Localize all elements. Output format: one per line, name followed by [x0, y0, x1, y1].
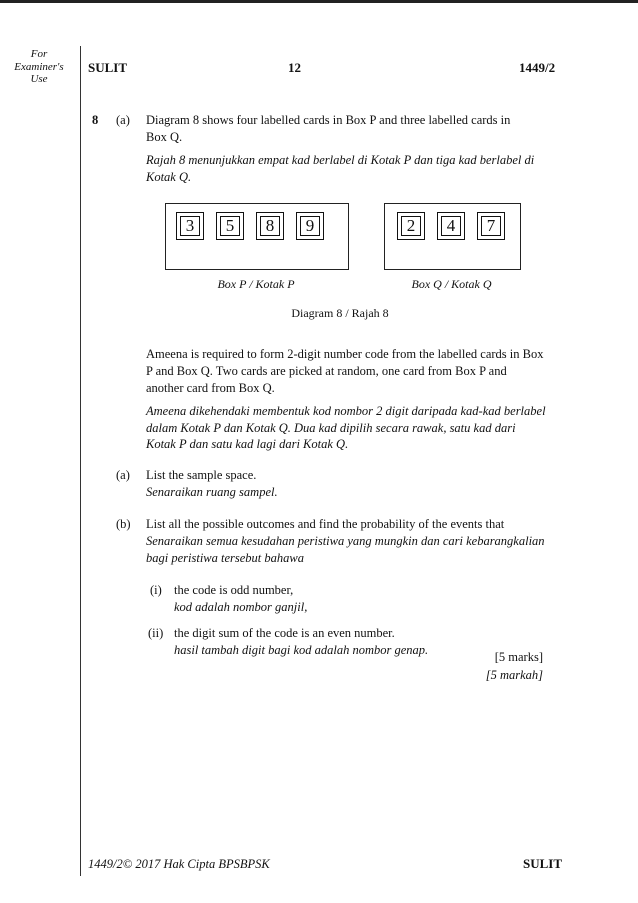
examiner-use-label: [2, 48, 76, 86]
box-p-card-2: [216, 212, 244, 240]
item-ii-en: the digit sum of the code is an even number.: [174, 626, 395, 640]
item-i-block: [174, 582, 554, 616]
intro-en-line-2: Box Q.: [146, 129, 183, 144]
header-sulit: SULIT: [88, 60, 128, 75]
scenario-ms-line-2: dalam Kotak P dan Kotak Q. Dua kad dipilih secara rawak, satu kad dari: [146, 420, 516, 435]
box-q-card-1-value: 2: [401, 216, 421, 236]
intro-en-line-1: Diagram 8 shows four labelled cards in Box P and three labelled cards in: [146, 113, 511, 127]
paper-code: 1449/2: [519, 60, 556, 75]
margin-line: [80, 46, 81, 876]
sub-b-block: [146, 516, 566, 567]
item-i-label: (i): [150, 583, 162, 597]
scenario-ms-line-1: Ameena dikehendaki membentuk kod nombor 2 digit daripada kad-kad berlabel: [146, 403, 546, 418]
examiner-line-3: Use: [30, 73, 48, 86]
box-p-card-2-value: 5: [220, 216, 240, 236]
box-p-caption: Box P / Kotak P: [217, 277, 295, 291]
examiner-line-1: For: [30, 48, 48, 60]
box-p-card-3: [256, 212, 284, 240]
box-p-card-4-value: 9: [300, 216, 320, 236]
box-q-card-2-value: 4: [441, 216, 461, 236]
box-q: [384, 203, 521, 270]
sub-a-label: (a): [116, 468, 130, 482]
box-q-card-3: [477, 212, 505, 240]
question-number: 8: [92, 113, 99, 127]
examiner-line-2: Examiner's: [14, 60, 64, 73]
intro-ms-line-2: Kotak Q.: [146, 169, 192, 184]
sub-b-ms-line-1: Senaraikan semua kesudahan peristiwa yang mungkin dan cari kebarangkalian: [146, 533, 545, 548]
box-q-caption: Box Q / Kotak Q: [411, 277, 492, 291]
footer-copyright-text: 1449/2© 2017 Hak Cipta BPSBPSK: [88, 857, 270, 871]
box-p-card-1: [176, 212, 204, 240]
scenario-en-line-3: another card from Box Q.: [146, 380, 275, 395]
sub-b-en: List all the possible outcomes and find the probability of the events that: [146, 517, 505, 531]
intro-block: [146, 112, 546, 186]
item-i-ms: kod adalah nombor ganjil,: [174, 599, 308, 614]
intro-ms-line-1: Rajah 8 menunjukkan empat kad berlabel di Kotak P dan tiga kad berlabel di: [146, 152, 535, 167]
box-p-card-1-value: 3: [180, 216, 200, 236]
item-ii-ms: hasil tambah digit bagi kod adalah nombor genap.: [174, 642, 429, 657]
box-q-card-3-value: 7: [481, 216, 501, 236]
box-q-card-1: [397, 212, 425, 240]
sub-b-label: (b): [116, 517, 131, 531]
item-i-en: the code is odd number,: [174, 583, 294, 597]
sub-a-ms: Senaraikan ruang sampel.: [146, 484, 278, 499]
scenario-en-line-2: P and Box Q. Two cards are picked at random, one card from Box P and: [146, 363, 507, 378]
box-p-card-4: [296, 212, 324, 240]
scenario-block: [146, 346, 566, 453]
sub-a-block: [146, 467, 546, 501]
page-number: 12: [288, 60, 301, 75]
diagram-caption: Diagram 8 / Rajah 8: [291, 306, 389, 320]
top-border: [0, 0, 638, 3]
footer-sulit: SULIT: [523, 856, 563, 871]
scenario-en-line-1: Ameena is required to form 2-digit number code from the labelled cards in Box: [146, 347, 544, 361]
sub-a-en: List the sample space.: [146, 468, 257, 482]
sub-b-ms-line-2: bagi peristiwa tersebut bahawa: [146, 550, 304, 565]
marks-ms: [5 markah]: [485, 668, 543, 682]
box-q-card-2: [437, 212, 465, 240]
marks-en: [5 marks]: [494, 650, 543, 664]
box-p-card-3-value: 8: [260, 216, 280, 236]
part-a-label: (a): [116, 113, 130, 127]
item-ii-label: (ii): [148, 626, 164, 640]
scenario-ms-line-3: Kotak P dan satu kad lagi dari Kotak Q.: [146, 437, 349, 452]
box-p: [165, 203, 349, 270]
footer-copyright: [88, 857, 270, 872]
